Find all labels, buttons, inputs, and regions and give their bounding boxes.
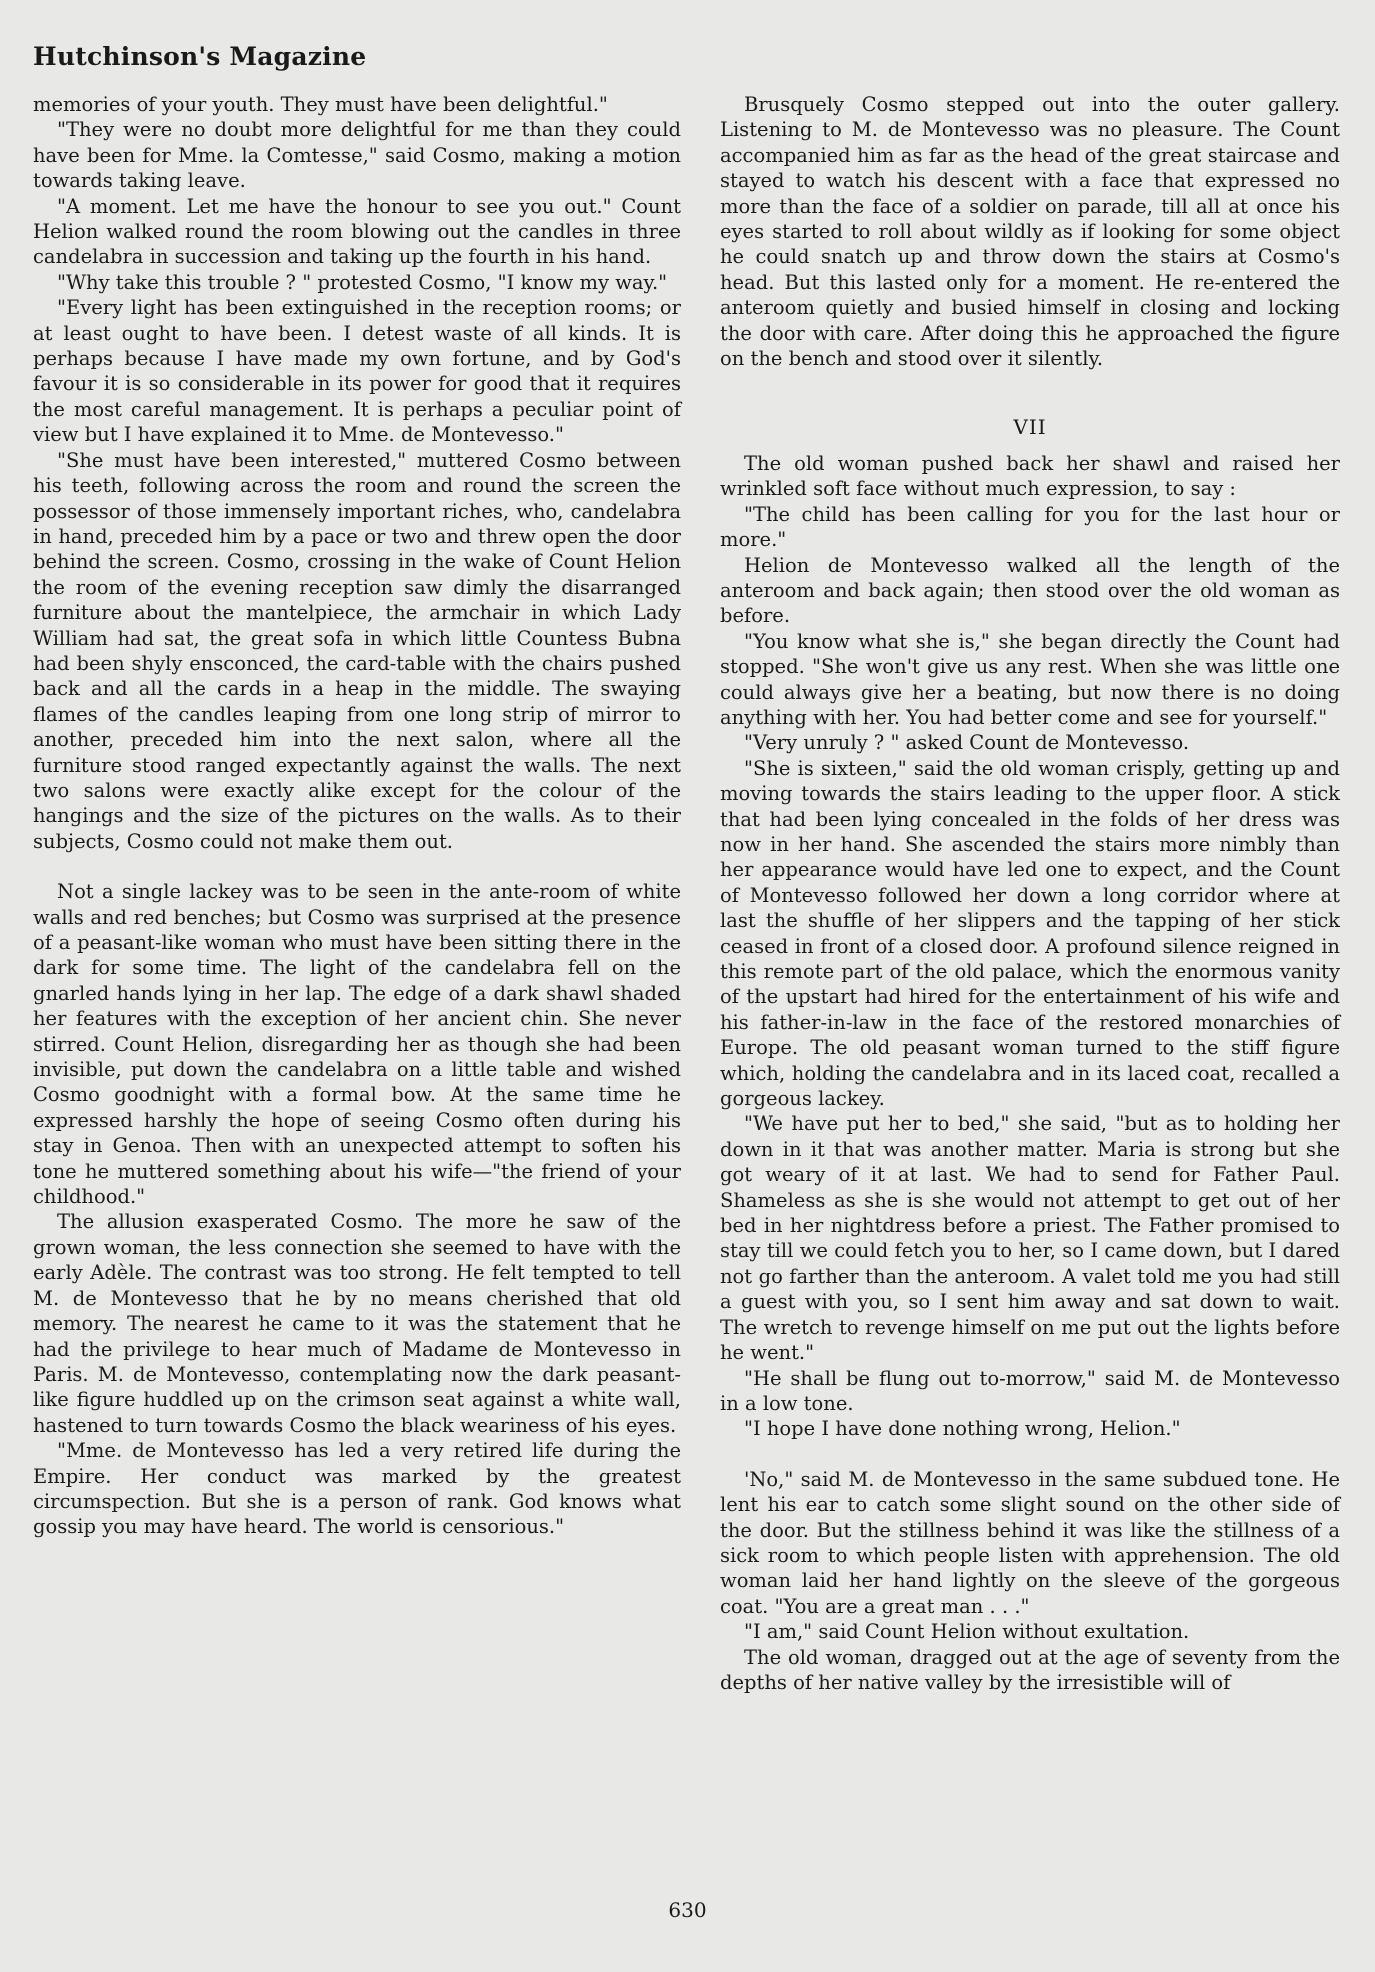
paragraph: Helion de Montevesso walked all the length of the anteroom and back again; then stood over the old woman as before.: [720, 553, 1340, 628]
paragraph: The old woman, dragged out at the age of seventy from the depths of her native valley by the irresistible will of: [720, 1645, 1340, 1694]
paragraph: "A moment. Let me have the honour to see you out." Count Helion walked round the room blowing out the candles in three candelabra in succession and taking up the fourth in his hand.: [33, 194, 681, 269]
paragraph: "He shall be flung out to-morrow," said M. de Montevesso in a low tone.: [720, 1366, 1340, 1415]
running-head: Hutchinson's Magazine: [33, 42, 367, 71]
right-column: [720, 92, 1340, 1695]
paragraph: "Why take this trouble ? " protested Cosmo, "I know my way.": [57, 270, 668, 294]
section-numeral: VII: [1013, 415, 1047, 440]
paragraph: "Every light has been extinguished in the reception rooms; or at least ought to have been. I detest waste of all kinds. It is perhaps because I have made my own fortune, and by God's favour it is so considerable in its power for good that it requires the most careful management. It is perhaps a peculiar point of view but I have explained it to Mme. de Montevesso.": [33, 296, 681, 447]
page-number: 630: [668, 1898, 707, 1922]
paragraph: "She is sixteen," said the old woman crisply, getting up and moving towards the stairs leading to the upper floor. A stick that had been lying concealed in the folds of her dress was now in her hand. She ascended the stairs more nimbly than her appearance would have led one to expect, and the Count of Montevesso followed her down a long corridor where at last the shuffle of her slippers and the tapping of her stick ceased in front of a closed door. A profound silence reigned in this remote part of the old palace, which the enormous vanity of the upstart had hired for the entertainment of his wife and his father-in-law in the face of the restored monarchies of Europe. The old peasant woman turned to the stiff figure which, holding the candelabra and in its laced coat, recalled a gorgeous lackey.: [720, 756, 1340, 1111]
paragraph: Brusquely Cosmo stepped out into the outer gallery. Listening to M. de Montevesso was no pleasure. The Count accompanied him as far as the head of the great staircase and stayed to watch his descent with a face that expressed no more than the face of a soldier on parade, till all at once his eyes started to roll about wildly as if looking for some object he could snatch up and throw down the stairs at Cosmo's head. But this lasted only for a moment. He re-entered the anteroom quietly and busied himself in closing and locking the door with care. After doing this he approached the figure on the bench and stood over it silently.: [720, 93, 1340, 371]
paragraph: Not a single lackey was to be seen in the ante-room of white walls and red benches; but Cosmo was surprised at the presence of a peasant-like woman who must have been sitting there in the dark for some time. The light of the candelabra fell on the gnarled hands lying in her lap. The edge of a dark shawl shaded her features with the exception of her ancient chin. She never stirred. Count Helion, disregarding her as though she had been invisible, put down the candelabra on a little table and wished Cosmo goodnight with a formal bow. At the same time he expressed harshly the hope of seeing Cosmo often during his stay in Genoa. Then with an unexpected attempt to soften his tone he muttered something about his wife—"the friend of your childhood.": [33, 880, 681, 1209]
paragraph: memories of your youth. They must have been delightful.": [33, 93, 608, 116]
paragraph: The allusion exasperated Cosmo. The more he saw of the grown woman, the less connection she seemed to have with the early Adèle. The contrast was too strong. He felt tempted to tell M. de Montevesso that he by no means cherished that old memory. The nearest he came to it was the statement that he had the privilege to hear much of Madame de Montevesso in Paris. M. de Montevesso, contemplating now the dark peasant-like figure huddled up on the crimson seat against a white wall, hastened to turn towards Cosmo the black weariness of his eyes.: [33, 1210, 681, 1437]
left-column: [33, 92, 681, 1540]
paragraph: "The child has been calling for you for the last hour or more.": [720, 502, 1340, 552]
paragraph: "They were no doubt more delightful for me than they could have been for Mme. la Comtesse," said Cosmo, making a motion towards taking leave.: [33, 118, 681, 193]
paragraph: The old woman pushed back her shawl and raised her wrinkled soft face without much expression, to say :: [720, 451, 1340, 501]
paragraph: "Very unruly ? " asked Count de Montevesso.: [744, 731, 1190, 755]
paragraph: "Mme. de Montevesso has led a very retired life during the Empire. Her conduct was marked by the greatest circumspection. But she is a person of rank. God knows what gossip you may have heard. The world is censorious.": [33, 1439, 681, 1539]
paragraph: "I hope I have done nothing wrong, Helion.": [744, 1417, 1181, 1441]
paragraph: "I am," said Count Helion without exultation.: [744, 1620, 1190, 1644]
paragraph: 'No," said M. de Montevesso in the same subdued tone. He lent his ear to catch some slight sound on the other side of the door. But the stillness behind it was like the stillness of a sick room to which people listen with apprehension. The old woman laid her hand lightly on the sleeve of the gorgeous coat. "You are a great man . . .": [720, 1467, 1340, 1618]
paragraph: "She must have been interested," muttered Cosmo between his teeth, following across the room and round the screen the possessor of those immensely important riches, who, candelabra in hand, preceded him by a pace or two and threw open the door behind the screen. Cosmo, crossing in the wake of Count Helion the room of the evening reception saw dimly the disarranged furniture about the mantelpiece, the armchair in which Lady William had sat, the great sofa in which little Countess Bubna had been shyly ensconced, the card-table with the chairs pushed back and all the cards in a heap in the middle. The swaying flames of the candles leaping from one long strip of mirror to another, preceded him into the next salon, where all the furniture stood ranged expectantly against the walls. The next two salons were exactly alike except for the colour of the hangings and the size of the pictures on the walls. As to their subjects, Cosmo could not make them out.: [33, 448, 681, 853]
paragraph: "We have put her to bed," she said, "but as to holding her down in it that was another matter. Maria is strong but she got weary of it at last. We had to send for Father Paul. Shameless as she is she would not attempt to get out of her bed in her nightdress before a priest. The Father promised to stay till we could fetch you to her, so I came down, but I dared not go farther than the anteroom. A valet told me you had still a guest with you, so I sent him away and sat down to wait. The wretch to revenge himself on me put out the lights before he went.": [720, 1112, 1340, 1365]
paragraph: "You know what she is," she began directly the Count had stopped. "She won't give us any rest. When she was little one could always give her a beating, but now there is no doing anything with her. You had better come and see for yourself.": [720, 629, 1340, 729]
